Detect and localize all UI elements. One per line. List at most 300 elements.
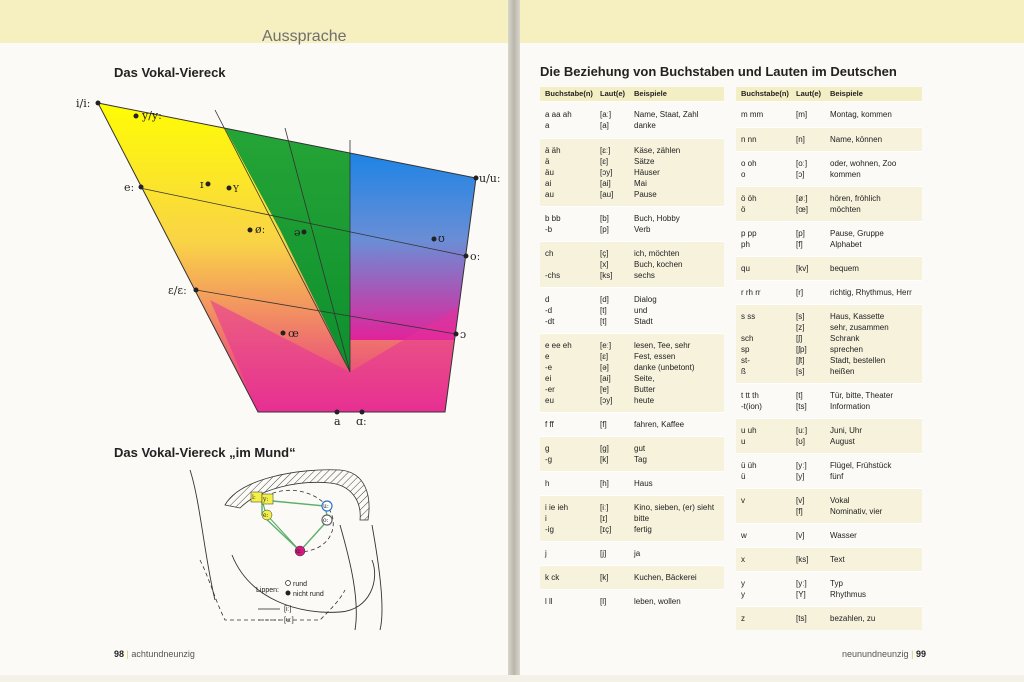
table-group (540, 241, 724, 287)
table-row (540, 109, 724, 120)
table-row (540, 259, 724, 270)
table-row (736, 495, 922, 506)
sound-cell: [ç] (600, 249, 609, 258)
letters-cell: ch (545, 249, 554, 258)
sound-cell: [f] (600, 420, 607, 429)
example-cell: Montag, kommen (830, 110, 892, 119)
example-cell: Stadt (634, 317, 653, 326)
vowel-label-i: i/iː (76, 97, 91, 110)
vowel-square-title: Das Vokal-Viereck (114, 65, 226, 80)
sound-cell: [g] (600, 444, 609, 453)
example-cell: Käse, zählen (634, 146, 681, 155)
vowel-label-oe: øː (255, 223, 266, 236)
table-group (736, 488, 922, 523)
table-row (736, 228, 922, 239)
table-row (736, 589, 922, 600)
letters-cell: j (545, 549, 547, 558)
letters-cell: w (741, 531, 747, 540)
letters-cell: -g (545, 455, 553, 464)
left-page-number: 98 | achtundneunzig (114, 649, 195, 659)
example-cell: Pause, Gruppe (830, 229, 884, 238)
sound-cell: [ʃt] (796, 356, 805, 365)
sound-cell: [ai] (600, 374, 611, 383)
letters-sounds-table-left (540, 87, 724, 613)
letters-cell: b bb (545, 214, 561, 223)
example-cell: Name, Staat, Zahl (634, 110, 699, 119)
letters-cell: -e (545, 363, 553, 372)
example-cell: sehr, zusammen (830, 323, 889, 332)
vowel-label-short-oe: œ (288, 327, 299, 340)
book-gutter (508, 0, 520, 675)
table-row (736, 530, 922, 541)
mouth-label-a: ɑː (296, 548, 302, 555)
example-cell: Tag (634, 455, 647, 464)
table-row (736, 193, 922, 204)
sound-cell: [ks] (600, 271, 613, 280)
example-cell: und (634, 306, 648, 315)
example-cell: Buch, kochen (634, 260, 683, 269)
example-cell: Schrank (830, 334, 860, 343)
table-group (736, 186, 922, 221)
letters-cell: i (545, 514, 547, 523)
letters-cell: ß (741, 367, 746, 376)
letters-cell: äu (545, 168, 554, 177)
header-letters: Buchstabe(n) (545, 89, 593, 98)
table-row (736, 204, 922, 215)
right-page (512, 0, 1024, 675)
sound-cell: [r] (796, 288, 804, 297)
table-row (540, 478, 724, 489)
table-row (540, 316, 724, 327)
letters-cell: au (545, 190, 554, 199)
example-cell: Kuchen, Bäckerei (634, 573, 697, 582)
vowel-label-e: eː (124, 181, 135, 194)
table-row (540, 351, 724, 362)
letters-cell: ei (545, 374, 552, 383)
running-head: Aussprache (262, 28, 347, 45)
letters-cell: h (545, 479, 550, 488)
letters-cell: y (741, 590, 745, 599)
table-row (736, 506, 922, 517)
sound-cell: [v] (796, 531, 805, 540)
table-row (736, 425, 922, 436)
example-cell: Fest, essen (634, 352, 676, 361)
example-cell: Juni, Uhr (830, 426, 863, 435)
letters-cell: eu (545, 396, 554, 405)
example-cell: fünf (830, 472, 844, 481)
vowel-label-epsilon: ɛ/ɛː (168, 284, 187, 297)
letters-cell: -t(ion) (741, 402, 762, 411)
table-group (540, 471, 724, 495)
example-cell: sechs (634, 271, 655, 280)
letters-cell: v (741, 496, 745, 505)
table-row (540, 248, 724, 259)
table-row (540, 224, 724, 235)
vowel-label-short-i: ɪ (200, 178, 204, 191)
letters-cell: -dt (545, 317, 555, 326)
letters-cell: sch (741, 334, 754, 343)
letters-cell: a aa ah (545, 110, 572, 119)
table-row (540, 524, 724, 535)
example-cell: Alphabet (830, 240, 862, 249)
letters-cell: -d (545, 306, 553, 315)
letters-cell: sp (741, 345, 750, 354)
table-row (736, 554, 922, 565)
table-row (540, 120, 724, 131)
table-row (540, 596, 724, 607)
letters-cell: e ee eh (545, 341, 572, 350)
mouth-label-i: iː (252, 494, 256, 501)
sound-cell: [iː] (600, 503, 609, 512)
table-row (540, 443, 724, 454)
example-cell: kommen (830, 170, 861, 179)
sound-cell: [au] (600, 190, 614, 199)
table-row (540, 189, 724, 200)
vowel-label-o: oː (470, 250, 481, 263)
letters-cell: ü üh (741, 461, 757, 470)
letters-cell: u uh (741, 426, 757, 435)
example-cell: danke (634, 121, 656, 130)
letters-cell: -b (545, 225, 553, 234)
example-cell: Pause (634, 190, 657, 199)
mouth-label-e: eː (263, 512, 269, 519)
sound-cell: [k] (600, 573, 609, 582)
sound-cell: [yː] (796, 461, 807, 470)
table-group (736, 606, 922, 630)
example-cell: danke (unbetont) (634, 363, 695, 372)
letters-sounds-table-right (736, 87, 922, 630)
vowel-label-a: a (334, 415, 341, 428)
example-cell: Seite, (634, 374, 655, 383)
table-row (540, 419, 724, 430)
table-group (540, 206, 724, 241)
table-row (540, 373, 724, 384)
sound-cell: [s] (796, 312, 805, 321)
table-row (736, 471, 922, 482)
table-row (736, 613, 922, 624)
letters-cell: m mm (741, 110, 764, 119)
table-header (736, 87, 922, 101)
table-row (736, 158, 922, 169)
sound-cell: [ɪ] (600, 514, 608, 523)
table-row (540, 572, 724, 583)
table-group (540, 436, 724, 471)
example-cell: Nominativ, vier (830, 507, 883, 516)
example-cell: sprechen (830, 345, 863, 354)
letters-cell: l ll (545, 597, 553, 606)
letters-cell: d (545, 295, 550, 304)
example-cell: Kino, sieben, (er) sieht (634, 503, 715, 512)
letters-cell: g (545, 444, 550, 453)
letters-cell: n nn (741, 135, 757, 144)
table-row (736, 344, 922, 355)
vowel-label-u: u/uː (479, 172, 501, 185)
table-row (736, 263, 922, 274)
example-cell: Rhythmus (830, 590, 867, 599)
table-group (540, 101, 724, 138)
example-cell: Haus (634, 479, 653, 488)
sound-cell: [Y] (796, 590, 806, 599)
example-cell: August (830, 437, 855, 446)
table-group (736, 453, 922, 488)
table-row (736, 366, 922, 377)
table-row (736, 436, 922, 447)
table-group (736, 547, 922, 571)
example-cell: Haus, Kassette (830, 312, 885, 321)
right-page-word: neunundneunzig (842, 649, 909, 659)
sound-cell: [oː] (796, 159, 808, 168)
table-row (540, 270, 724, 281)
letters-cell: o oh (741, 159, 757, 168)
table-group (736, 523, 922, 547)
example-cell: hören, fröhlich (830, 194, 881, 203)
example-cell: Buch, Hobby (634, 214, 680, 223)
letters-cell: t tt th (741, 391, 759, 400)
table-group (736, 304, 922, 383)
mouth-label-y: yː (263, 496, 269, 503)
letters-cell: -er (545, 385, 555, 394)
sound-cell: [d] (600, 295, 609, 304)
right-page-number: neunundneunzig | 99 (842, 649, 926, 659)
example-cell: fertig (634, 525, 652, 534)
table-row (736, 239, 922, 250)
example-cell: ja (634, 549, 641, 558)
table-group (540, 333, 724, 412)
header-sounds: Laut(e) (796, 89, 821, 98)
letters-cell: ä (545, 157, 550, 166)
legend-round: rund (293, 581, 308, 588)
mouth-label-o: oː (323, 517, 329, 524)
sound-cell: [ʊ] (796, 437, 805, 446)
sound-cell: [œ] (796, 205, 808, 214)
example-cell: Mai (634, 179, 647, 188)
example-cell: Wasser (830, 531, 857, 540)
sound-cell: [k] (600, 455, 609, 464)
mouth-label-u: uː (323, 503, 329, 510)
sound-cell: [ʃ] (796, 334, 803, 343)
letters-cell: -ig (545, 525, 554, 534)
table-row (540, 395, 724, 406)
example-cell: möchten (830, 205, 861, 214)
sound-cell: [j] (600, 549, 607, 558)
sound-cell: [b] (600, 214, 609, 223)
legend-solid: [iː] (284, 606, 292, 613)
sound-cell: [ʃp] (796, 345, 807, 354)
sound-cell: [p] (600, 225, 609, 234)
sound-cell: [uː] (796, 426, 808, 435)
table-row (540, 305, 724, 316)
sound-cell: [ə] (600, 363, 609, 372)
example-cell: Information (830, 402, 871, 411)
example-cell: oder, wohnen, Zoo (830, 159, 897, 168)
table-row (540, 340, 724, 351)
sound-cell: [h] (600, 479, 609, 488)
example-cell: Typ (830, 579, 843, 588)
table-row (736, 333, 922, 344)
sound-cell: [kv] (796, 264, 809, 273)
table-row (540, 156, 724, 167)
sound-cell: [ks] (796, 555, 809, 564)
table-header (540, 87, 724, 101)
sound-cell: [p] (796, 229, 805, 238)
table-group (736, 280, 922, 304)
sound-cell: [eː] (600, 341, 612, 350)
sound-cell: [y] (796, 472, 805, 481)
letters-cell: a (545, 121, 550, 130)
table-row (540, 454, 724, 465)
table-row (736, 322, 922, 333)
example-cell: Flügel, Frühstück (830, 461, 892, 470)
letters-cell: k ck (545, 573, 560, 582)
table-row (540, 294, 724, 305)
table-row (540, 548, 724, 559)
legend-dashed: [uː] (284, 617, 294, 624)
vowel-label-short-y: Y (233, 185, 239, 195)
sound-cell: [øː] (796, 194, 808, 203)
table-group (540, 138, 724, 206)
table-row (540, 167, 724, 178)
letters-cell: y (741, 579, 745, 588)
table-group (736, 221, 922, 256)
header-band-right (512, 0, 1024, 43)
letters-cell: u (741, 437, 746, 446)
example-cell: Text (830, 555, 845, 564)
vowel-label-long-a: ɑː (356, 415, 367, 428)
example-cell: Vokal (830, 496, 850, 505)
vowel-label-short-u: ʊ (438, 232, 445, 245)
table-row (736, 109, 922, 120)
left-page-num: 98 (114, 649, 125, 659)
sound-cell: [z] (796, 323, 805, 332)
table-row (736, 401, 922, 412)
sound-cell: [ɔ] (796, 170, 805, 179)
letters-cell: z (741, 614, 745, 623)
sound-cell: [t] (600, 317, 607, 326)
sound-cell: [t] (600, 306, 607, 315)
letters-cell: p pp (741, 229, 757, 238)
example-cell: fahren, Kaffee (634, 420, 685, 429)
sound-cell: [ts] (796, 614, 807, 623)
sound-cell: [ai] (600, 179, 611, 188)
sound-cell: [ɔy] (600, 168, 613, 177)
example-cell: gut (634, 444, 646, 453)
left-page (0, 0, 512, 675)
example-cell: Butter (634, 385, 656, 394)
vowel-label-schwa: ə (294, 226, 301, 239)
example-cell: Verb (634, 225, 651, 234)
example-cell: Stadt, bestellen (830, 356, 886, 365)
table-row (540, 178, 724, 189)
table-row (736, 390, 922, 401)
table-row (540, 213, 724, 224)
letters-cell: ai (545, 179, 552, 188)
example-cell: leben, wollen (634, 597, 681, 606)
table-group (540, 495, 724, 541)
vowel-label-open-o: ɔ (460, 328, 467, 341)
table-row (736, 287, 922, 298)
example-cell: heißen (830, 367, 855, 376)
letters-cell: ph (741, 240, 750, 249)
example-cell: Name, können (830, 135, 883, 144)
table-group (540, 565, 724, 589)
example-cell: lesen, Tee, sehr (634, 341, 691, 350)
sound-cell: [ɪç] (600, 525, 612, 534)
letters-cell: o (741, 170, 746, 179)
sound-cell: [x] (600, 260, 609, 269)
table-row (540, 502, 724, 513)
letters-cell: s ss (741, 312, 756, 321)
table-group (736, 571, 922, 606)
sound-cell: [ɔy] (600, 396, 613, 405)
letters-cell: r rh rr (741, 288, 761, 297)
table-group (540, 589, 724, 613)
table-group (540, 541, 724, 565)
sound-cell: [f] (796, 240, 803, 249)
table-row (540, 384, 724, 395)
letters-cell: qu (741, 264, 750, 273)
example-cell: bezahlen, zu (830, 614, 876, 623)
table-row (540, 362, 724, 373)
table-group (736, 383, 922, 418)
letters-cell: e (545, 352, 550, 361)
table-group (540, 287, 724, 333)
letters-cell: x (741, 555, 745, 564)
sound-cell: [ɛ] (600, 157, 609, 166)
sound-cell: [t] (796, 391, 803, 400)
example-cell: Sätze (634, 157, 655, 166)
left-page-word: achtundneunzig (131, 649, 195, 659)
sound-cell: [v] (796, 496, 805, 505)
sound-cell: [ts] (796, 402, 807, 411)
example-cell: bitte (634, 514, 650, 523)
table-group (540, 412, 724, 436)
header-examples: Beispiele (830, 89, 863, 98)
example-cell: heute (634, 396, 655, 405)
sound-cell: [s] (796, 367, 805, 376)
sound-cell: [n] (796, 135, 805, 144)
table-group (736, 418, 922, 453)
header-examples: Beispiele (634, 89, 667, 98)
table-row (736, 460, 922, 471)
mouth-diagram (0, 0, 512, 675)
table-row (736, 169, 922, 180)
table-row (540, 145, 724, 156)
letters-cell: -chs (545, 271, 561, 280)
table-row (736, 578, 922, 589)
table-group (736, 101, 922, 127)
example-cell: Tür, bitte, Theater (830, 391, 893, 400)
vowel-label-y: y/yː (142, 109, 162, 122)
example-cell: Häuser (634, 168, 660, 177)
table-row (736, 355, 922, 366)
header-letters: Buchstabe(n) (741, 89, 789, 98)
letters-sounds-title: Die Beziehung von Buchstaben und Lauten im Deutschen (540, 64, 897, 79)
legend-lips-label: Lippen: (256, 587, 279, 594)
sound-cell: [yː] (796, 579, 807, 588)
sound-cell: [aː] (600, 110, 612, 119)
table-group (736, 127, 922, 151)
mouth-diagram-title: Das Vokal-Viereck „im Mund“ (114, 445, 296, 460)
letters-cell: f ff (545, 420, 554, 429)
example-cell: ich, möchten (634, 249, 680, 258)
legend-not-round: nicht rund (293, 591, 324, 598)
letters-cell: ö (741, 205, 746, 214)
letters-cell: i ie ieh (545, 503, 569, 512)
sound-cell: [f] (796, 507, 803, 516)
table-row (736, 311, 922, 322)
letters-cell: ü (741, 472, 746, 481)
right-page-num: 99 (915, 649, 926, 659)
